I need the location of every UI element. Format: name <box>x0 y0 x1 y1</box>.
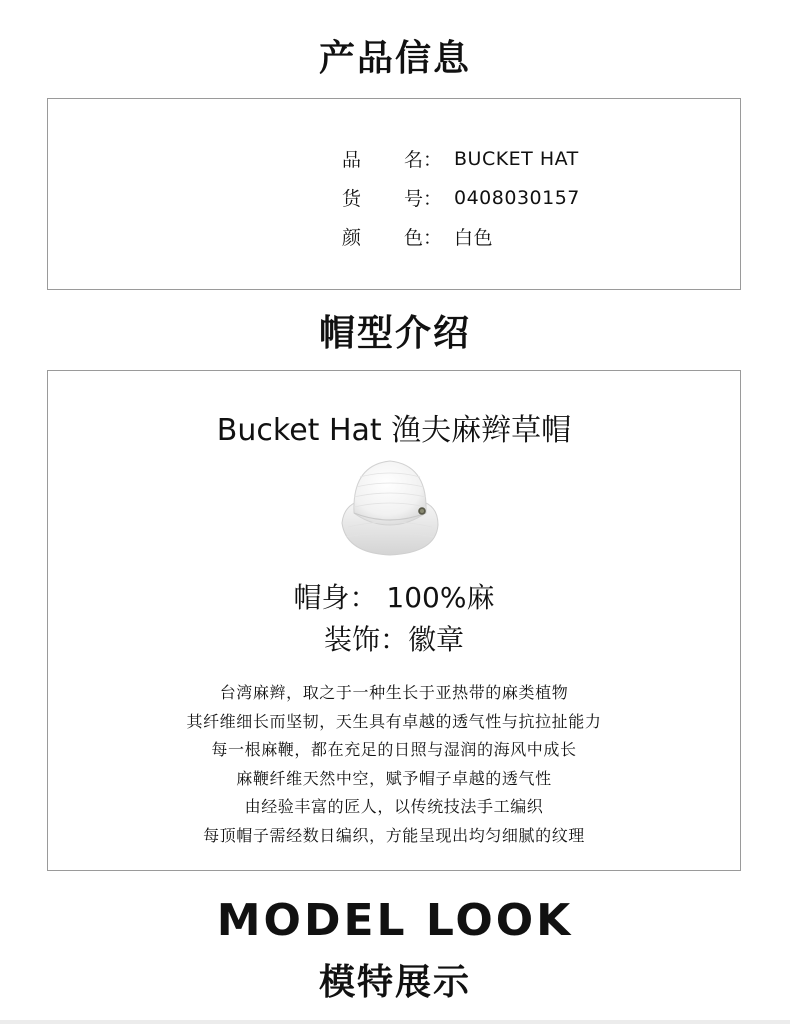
info-label-char: 色 <box>404 227 424 249</box>
info-colon: ： <box>423 227 443 249</box>
info-label <box>342 223 404 250</box>
info-value-name: BUCKET HAT <box>454 147 579 170</box>
product-info-list <box>342 139 580 256</box>
description-line: 每一根麻鞭，都在充足的日照与湿润的海风中成长 <box>211 740 577 759</box>
product-info-heading: 产品信息 <box>318 38 471 79</box>
product-info-box <box>47 98 741 290</box>
bucket-hat-image <box>338 455 442 559</box>
info-label <box>342 145 404 172</box>
hat-intro-box <box>47 370 741 871</box>
description-line: 台湾麻辫，取之于一种生长于亚热带的麻类植物 <box>219 683 569 702</box>
description-line: 每顶帽子需经数日编织，方能呈现出均匀细腻的纹理 <box>203 825 585 845</box>
info-label-second <box>404 184 454 211</box>
info-label-char: 颜 <box>342 227 362 249</box>
info-label-char: 品 <box>342 149 362 171</box>
info-label-char: 名 <box>404 149 424 171</box>
info-row-sku <box>342 178 580 217</box>
hat-description <box>48 679 740 850</box>
info-colon: ： <box>423 188 443 210</box>
info-colon: ： <box>423 149 443 171</box>
hat-intro-heading: 帽型介绍 <box>318 313 471 354</box>
model-look-heading: MODEL LOOK <box>216 895 574 946</box>
info-label-char: 号 <box>404 188 424 210</box>
description-line: 由经验丰富的匠人，以传统技法手工编织 <box>244 797 544 816</box>
info-value-sku: 0408030157 <box>454 186 580 209</box>
info-row-color <box>342 217 580 256</box>
description-line: 其纤维细长而坚韧，天生具有卓越的透气性与抗拉扯能力 <box>186 711 602 731</box>
divider <box>0 1020 790 1024</box>
spec-trim: 装饰：徽章 <box>323 623 464 656</box>
spec-body-material: 帽身： 100%麻 <box>293 581 495 614</box>
info-label-second <box>404 145 454 172</box>
model-look-subheading: 模特展示 <box>318 962 471 1003</box>
info-label-second <box>404 223 454 250</box>
info-label <box>342 184 404 211</box>
description-line: 麻鞭纤维天然中空，赋予帽子卓越的透气性 <box>236 768 552 788</box>
info-label-char: 货 <box>342 188 362 210</box>
info-value-color: 白色 <box>454 227 494 249</box>
hat-title: Bucket Hat 渔夫麻辫草帽 <box>216 413 572 448</box>
info-row-name <box>342 139 580 178</box>
